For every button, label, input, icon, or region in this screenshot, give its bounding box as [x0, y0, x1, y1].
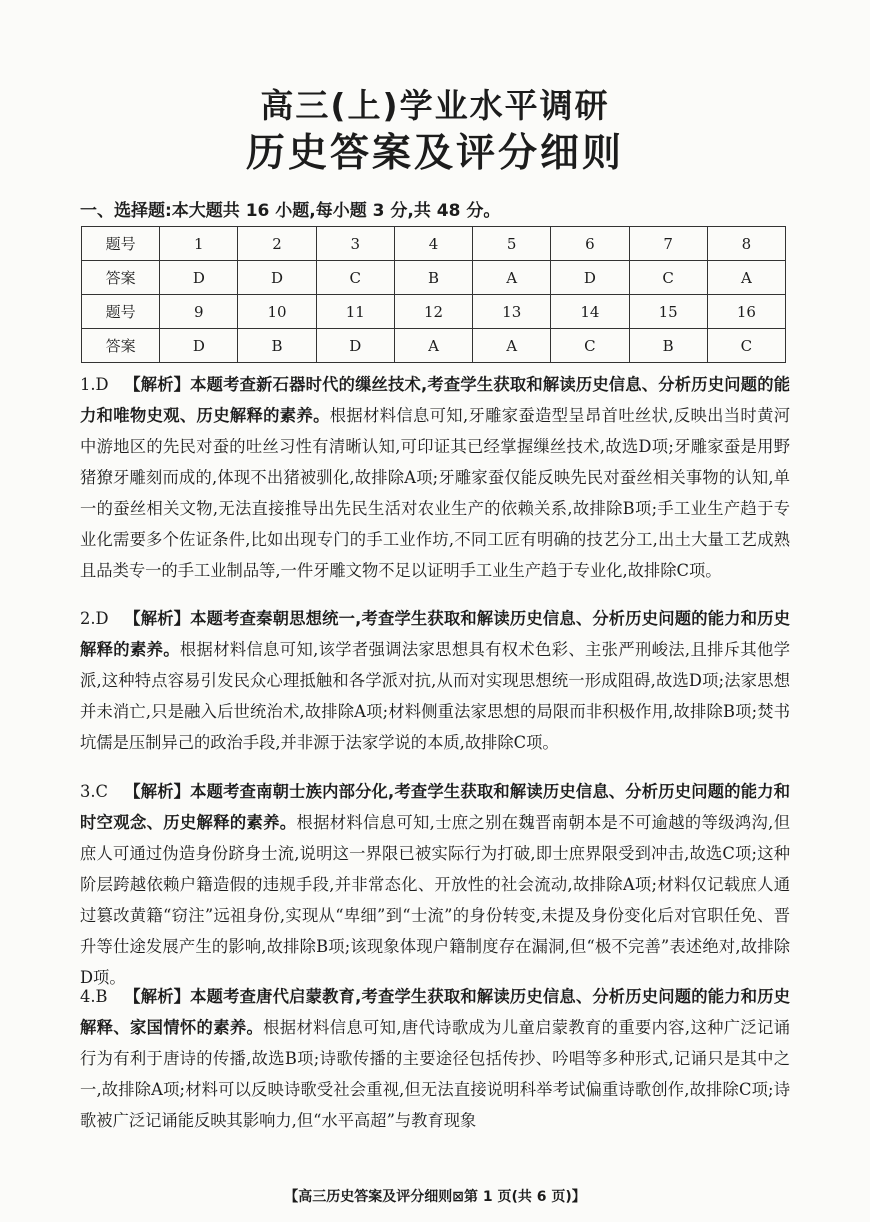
table-cell: 2 — [238, 227, 316, 261]
table-row — [82, 295, 786, 329]
question-explanation-4 — [80, 981, 790, 1136]
table-cell: 12 — [394, 295, 472, 329]
table-cell: C — [629, 261, 707, 295]
table-cell: A — [707, 261, 785, 295]
table-cell: 4 — [394, 227, 472, 261]
table-cell: B — [238, 329, 316, 363]
analysis-heading: 【解析】本题考查南朝士族内部分化,考查学生获取和解读历史信息、分析历史问题的能力和时空观念、历史解释的素养。 — [80, 782, 790, 832]
table-cell: D — [551, 261, 629, 295]
analysis-text: 根据材料信息可知,牙雕家蚕造型呈昂首吐丝状,反映出当时黄河中游地区的先民对蚕的吐丝习性有清晰认知,可印证其已经掌握缫丝技术,故选D项;牙雕家蚕是用野猪獠牙雕刻而成的,体现不出猪被驯化,故排除A项;牙雕家蚕仅能反映先民对蚕丝相关事物的认知,单一的蚕丝相关文物,无法直接推导出先民生活对农业生产的依赖关系,故排除B项;手工业生产趋于专业化需要多个佐证条件,比如出现专门的手工业作坊,不同工匠有明确的技艺分工,出土大量工艺成熟且品类专一的手工业制品等,一件牙雕文物不足以证明手工业生产趋于专业化,故排除C项。 — [80, 406, 790, 580]
question-explanation-3 — [80, 776, 790, 993]
table-cell: 6 — [551, 227, 629, 261]
section-heading: 一、选择题:本大题共 16 小题,每小题 3 分,共 48 分。 — [80, 201, 501, 221]
question-number: 1.D — [80, 375, 109, 394]
question-number: 3.C — [80, 782, 108, 801]
question-number: 2.D — [80, 609, 109, 628]
table-row — [82, 329, 786, 363]
table-cell: D — [160, 329, 238, 363]
document-title: 历史答案及评分细则 — [245, 131, 624, 176]
question-number: 4.B — [80, 987, 108, 1006]
table-cell: C — [551, 329, 629, 363]
table-cell: 10 — [238, 295, 316, 329]
table-cell: C — [316, 261, 394, 295]
table-cell: 3 — [316, 227, 394, 261]
analysis-text: 根据材料信息可知,该学者强调法家思想具有权术色彩、主张严刑峻法,且排斥其他学派,这种特点容易引发民众心理抵触和各学派对抗,从而对实现思想统一形成阻碍,故选D项;法家思想并未消亡,只是融入后世统治术,故排除A项;材料侧重法家思想的局限而非积极作用,故排除B项;焚书坑儒是压制异己的政治手段,并非源于法家学说的本质,故排除C项。 — [80, 640, 790, 752]
row-header-cell: 答案 — [82, 329, 160, 363]
row-header-cell: 题号 — [82, 227, 160, 261]
table-cell: 15 — [629, 295, 707, 329]
table-cell: 14 — [551, 295, 629, 329]
table-cell: D — [160, 261, 238, 295]
analysis-text: 根据材料信息可知,唐代诗歌成为儿童启蒙教育的重要内容,这种广泛记诵行为有利于唐诗的传播,故选B项;诗歌传播的主要途径包括传抄、吟唱等多种形式,记诵只是其中之一,故排除A项;材料可以反映诗歌受社会重视,但无法直接说明科举考试偏重诗歌创作,故排除C项;诗歌被广泛记诵能反映其影响力,但“水平高超”与教育现象 — [80, 1018, 790, 1130]
table-cell: A — [394, 329, 472, 363]
table-cell: B — [629, 329, 707, 363]
table-row — [82, 227, 786, 261]
table-cell: 1 — [160, 227, 238, 261]
page-footer: 【高三历史答案及评分细则⊠第 1 页(共 6 页)】 — [284, 1189, 586, 1205]
table-cell: 8 — [707, 227, 785, 261]
analysis-heading: 【解析】本题考查新石器时代的缫丝技术,考查学生获取和解读历史信息、分析历史问题的能力和唯物史观、历史解释的素养。 — [80, 375, 790, 425]
table-cell: A — [473, 261, 551, 295]
analysis-text: 根据材料信息可知,士庶之别在魏晋南朝本是不可逾越的等级鸿沟,但庶人可通过伪造身份跻身士流,说明这一界限已被实际行为打破,即士庶界限受到冲击,故选C项;这种阶层跨越依赖户籍造假的违规手段,并非常态化、开放性的社会流动,故排除A项;材料仅记载庶人通过篡改黄籍“窃注”远祖身份,实现从“卑细”到“士流”的身份转变,未提及身份变化后对官职任免、晋升等仕途发展产生的影响,故排除B项;该现象体现户籍制度存在漏洞,但“极不完善”表述绝对,故排除D项。 — [80, 813, 790, 987]
question-explanation-2 — [80, 603, 790, 758]
table-cell: D — [238, 261, 316, 295]
row-header-cell: 题号 — [82, 295, 160, 329]
table-cell: 7 — [629, 227, 707, 261]
table-cell: D — [316, 329, 394, 363]
table-row — [82, 261, 786, 295]
row-header-cell: 答案 — [82, 261, 160, 295]
table-cell: 9 — [160, 295, 238, 329]
table-cell: 13 — [473, 295, 551, 329]
table-cell: 11 — [316, 295, 394, 329]
table-cell: C — [707, 329, 785, 363]
question-explanation-1 — [80, 369, 790, 586]
table-cell: B — [394, 261, 472, 295]
exam-title: 高三(上)学业水平调研 — [260, 86, 610, 125]
analysis-heading: 【解析】本题考查唐代启蒙教育,考查学生获取和解读历史信息、分析历史问题的能力和历史解释、家国情怀的素养。 — [80, 987, 790, 1037]
analysis-heading: 【解析】本题考查秦朝思想统一,考查学生获取和解读历史信息、分析历史问题的能力和历史解释的素养。 — [80, 609, 790, 659]
table-cell: 5 — [473, 227, 551, 261]
table-cell: 16 — [707, 295, 785, 329]
answer-table — [81, 226, 786, 363]
table-cell: A — [473, 329, 551, 363]
